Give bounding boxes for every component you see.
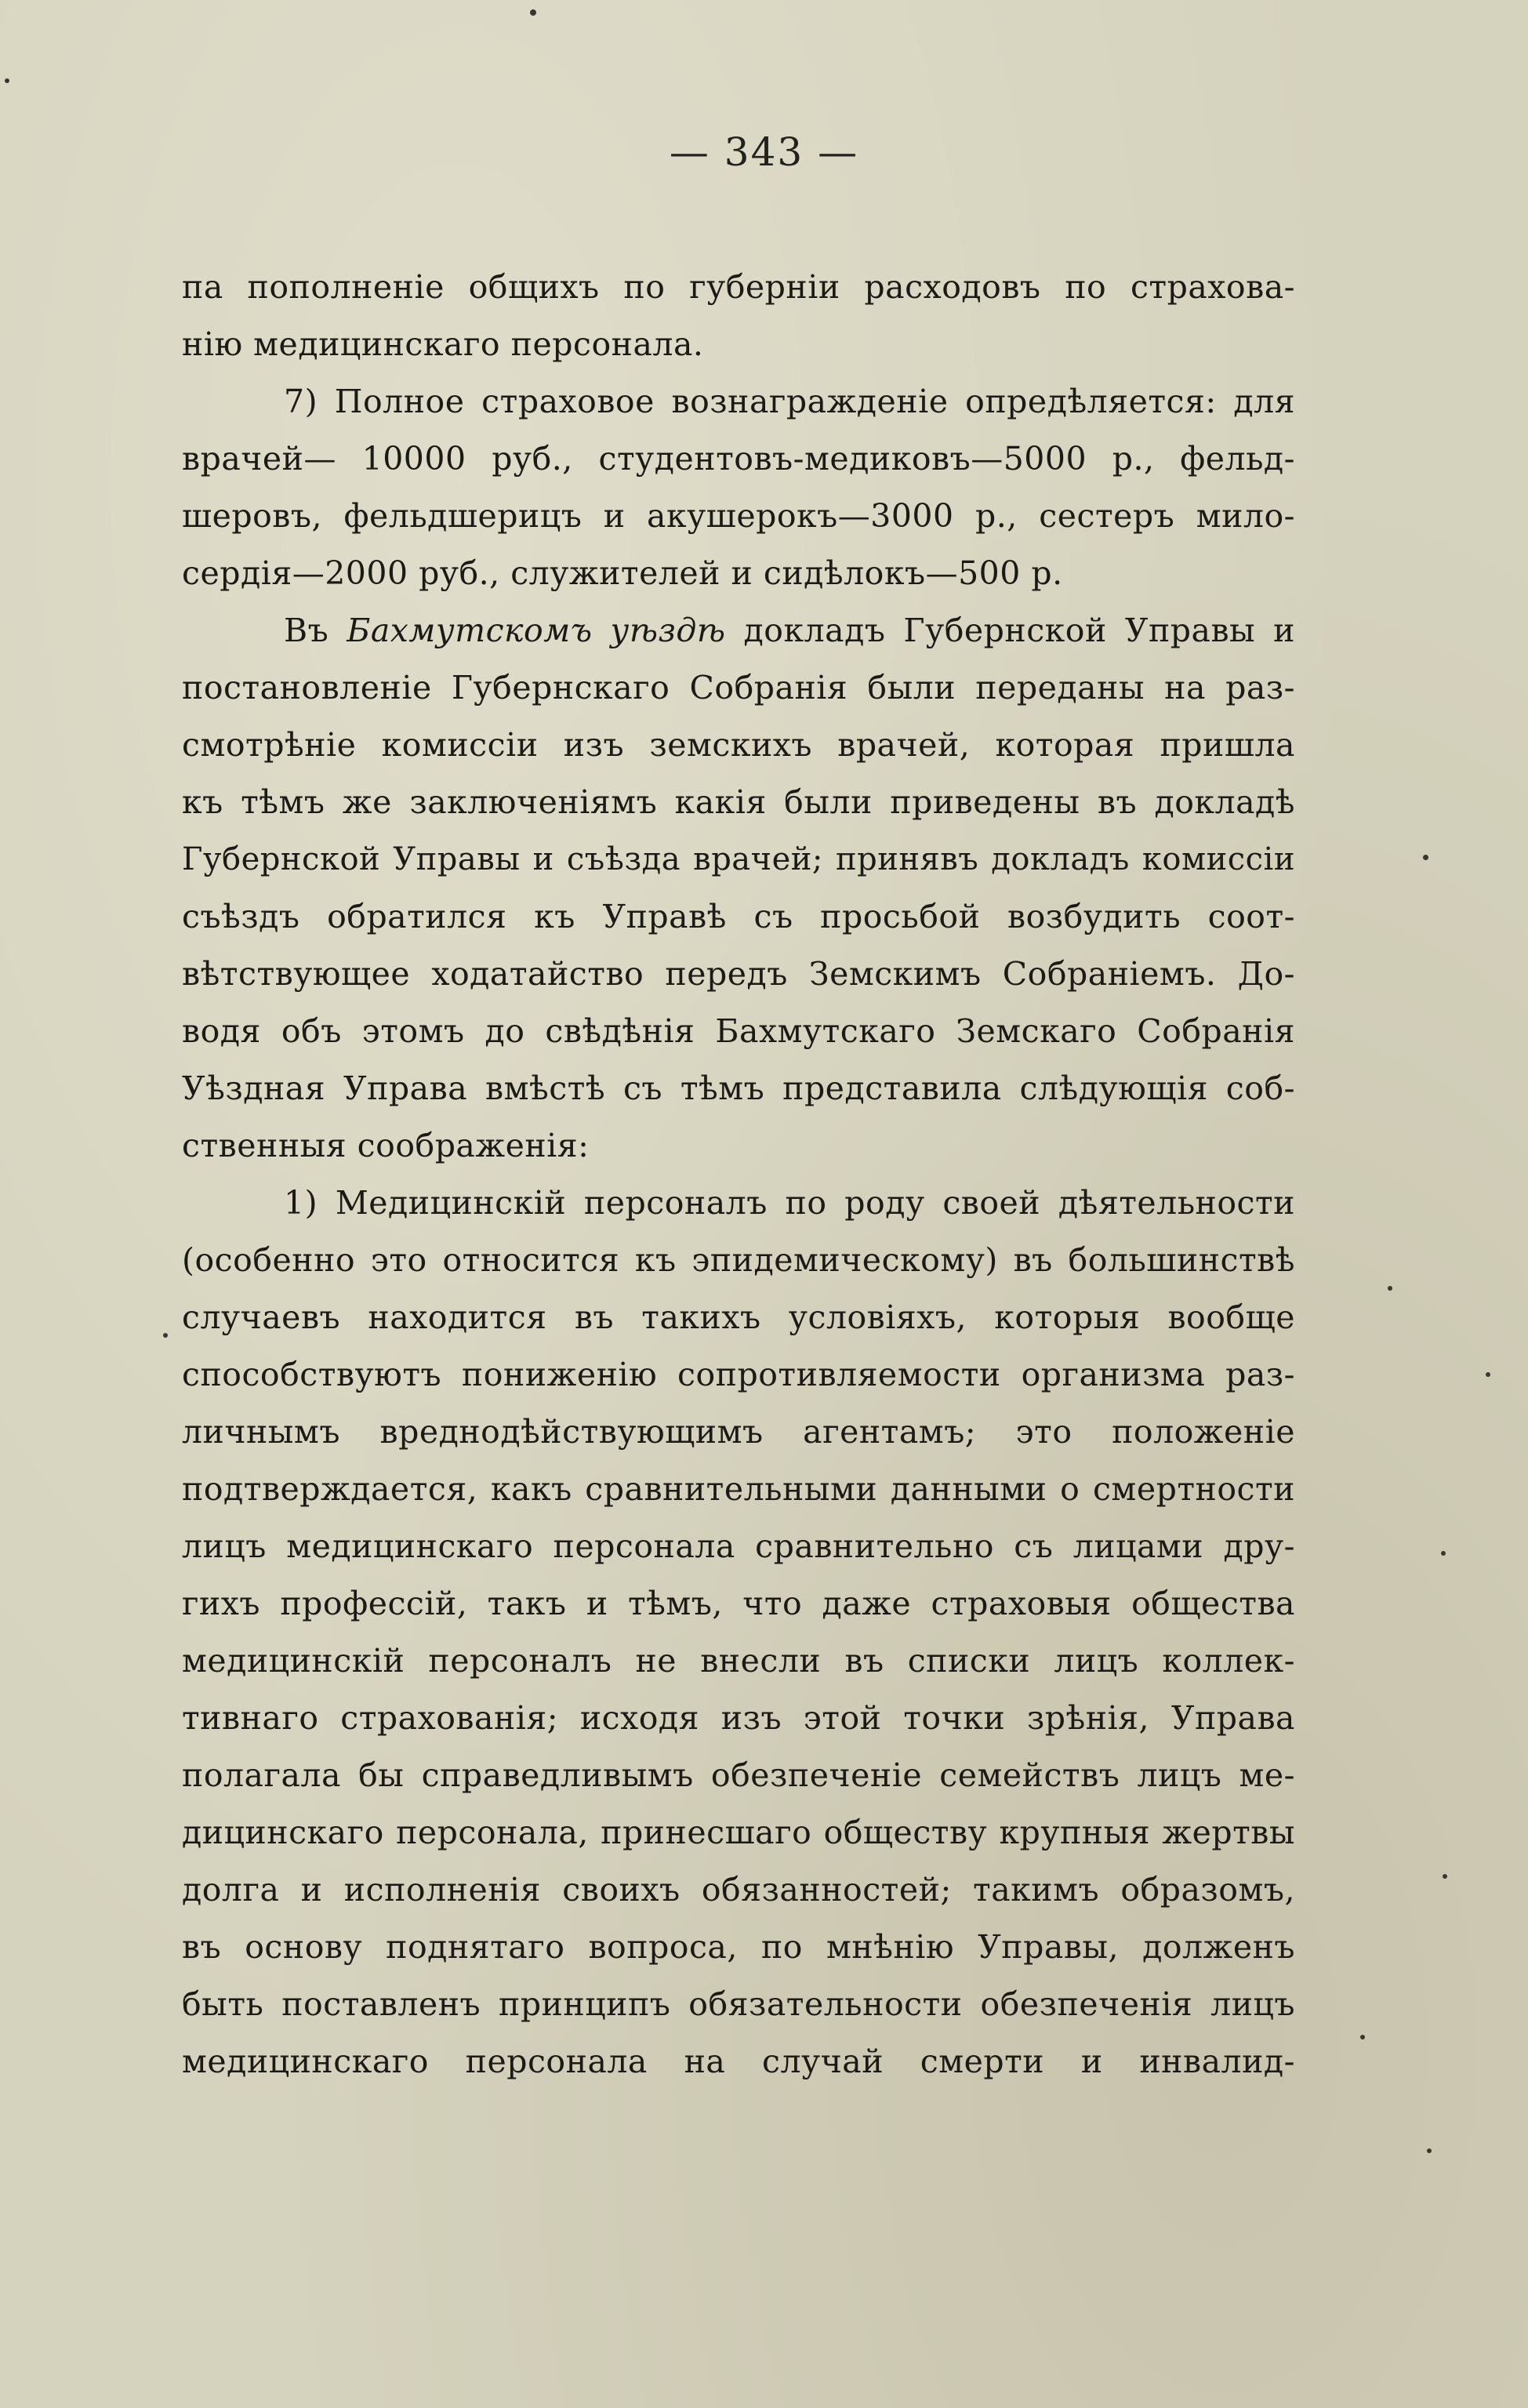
text-line: съѣздъ обратился къ Управѣ съ просьбой возбудить соот- — [182, 898, 1295, 935]
text-line: постановленіе Губернскаго Собранія были переданы на раз- — [182, 669, 1295, 706]
text-segment: Въ — [284, 612, 347, 649]
ink-speck — [1441, 1551, 1446, 1556]
text-line: подтверждается, какъ сравнительными данными о смертности — [182, 1470, 1295, 1508]
text-line: личнымъ вреднодѣйствующимъ агентамъ; это положеніе — [182, 1413, 1295, 1451]
text-line: смотрѣніе комиссіи изъ земскихъ врачей, которая пришла — [182, 726, 1295, 764]
text-line: случаевъ находится въ такихъ условіяхъ, которыя вообще — [182, 1298, 1295, 1336]
page-text — [182, 259, 1295, 2090]
ink-speck — [1443, 1874, 1447, 1879]
district-name-italic: Бахмутскомъ уѣздѣ — [347, 612, 726, 649]
text-line: медицинскій персоналъ не внесли въ списки лицъ коллек- — [182, 1642, 1295, 1680]
text-line: полагала бы справедливымъ обезпеченіе семействъ лицъ ме- — [182, 1756, 1295, 1794]
text-line: тивнаго страхованія; исходя изъ этой точки зрѣнія, Управа — [182, 1699, 1295, 1737]
text-line: шеровъ, фельдшерицъ и акушерокъ—3000 р., сестеръ мило- — [182, 497, 1295, 535]
text-line: медицинскаго персонала на случай смерти и инвалид- — [182, 2043, 1295, 2080]
text-line: гихъ профессій, такъ и тѣмъ, что даже страховыя общества — [182, 1585, 1295, 1622]
text-line: долга и исполненія своихъ обязанностей; такимъ образомъ, — [182, 1871, 1295, 1909]
text-segment: докладъ Губернской Управы и — [725, 612, 1296, 649]
text-line: врачей— 10000 руб., студентовъ-медиковъ—5000 р., фельд- — [182, 440, 1295, 478]
text-line: Уѣздная Управа вмѣстѣ съ тѣмъ представила слѣдующія соб- — [182, 1070, 1295, 1107]
text-line: сердія—2000 руб., служителей и сидѣлокъ—500 р. — [182, 554, 1063, 592]
text-line: къ тѣмъ же заключеніямъ какія были приведены въ докладѣ — [182, 783, 1295, 821]
text-line: быть поставленъ принципъ обязательности обезпеченія лицъ — [182, 1985, 1295, 2023]
ink-speck — [1423, 855, 1428, 860]
ink-speck — [5, 78, 9, 83]
ink-speck — [1486, 1372, 1490, 1377]
ink-speck — [1360, 2035, 1365, 2039]
ink-speck — [163, 1333, 168, 1338]
ink-speck — [1427, 2148, 1432, 2153]
text-line: 1) Медицинскій персоналъ по роду своей дѣятельности — [284, 1184, 1295, 1222]
text-line: дицинскаго персонала, принесшаго обществу крупныя жертвы — [182, 1814, 1295, 1851]
page-number: — 343 — — [669, 129, 859, 175]
text-line: вѣтствующее ходатайство передъ Земскимъ Собраніемъ. До- — [182, 955, 1295, 993]
ink-speck — [1388, 1286, 1392, 1291]
text-line: водя объ этомъ до свѣдѣнія Бахмутскаго Земскаго Собранія — [182, 1012, 1295, 1050]
text-line: па пополненіе общихъ по губерніи расходовъ по страхова- — [182, 268, 1295, 306]
text-line: способствуютъ пониженію сопротивляемости организма раз- — [182, 1356, 1295, 1393]
text-line — [182, 602, 1295, 659]
text-line: (особенно это относится къ эпидемическому) въ большинствѣ — [182, 1241, 1295, 1279]
text-line: 7) Полное страховое вознагражденіе опредѣляется: для — [284, 383, 1295, 420]
text-line: ственныя соображенія: — [182, 1127, 590, 1164]
text-line: въ основу поднятаго вопроса, по мнѣнію Управы, долженъ — [182, 1928, 1295, 1966]
text-line: Губернской Управы и съѣзда врачей; принявъ докладъ комиссіи — [182, 841, 1295, 877]
text-line: нію медицинскаго персонала. — [182, 325, 704, 363]
text-line: лицъ медицинскаго персонала сравнительно съ лицами дру- — [182, 1527, 1295, 1565]
ink-speck — [530, 9, 536, 16]
